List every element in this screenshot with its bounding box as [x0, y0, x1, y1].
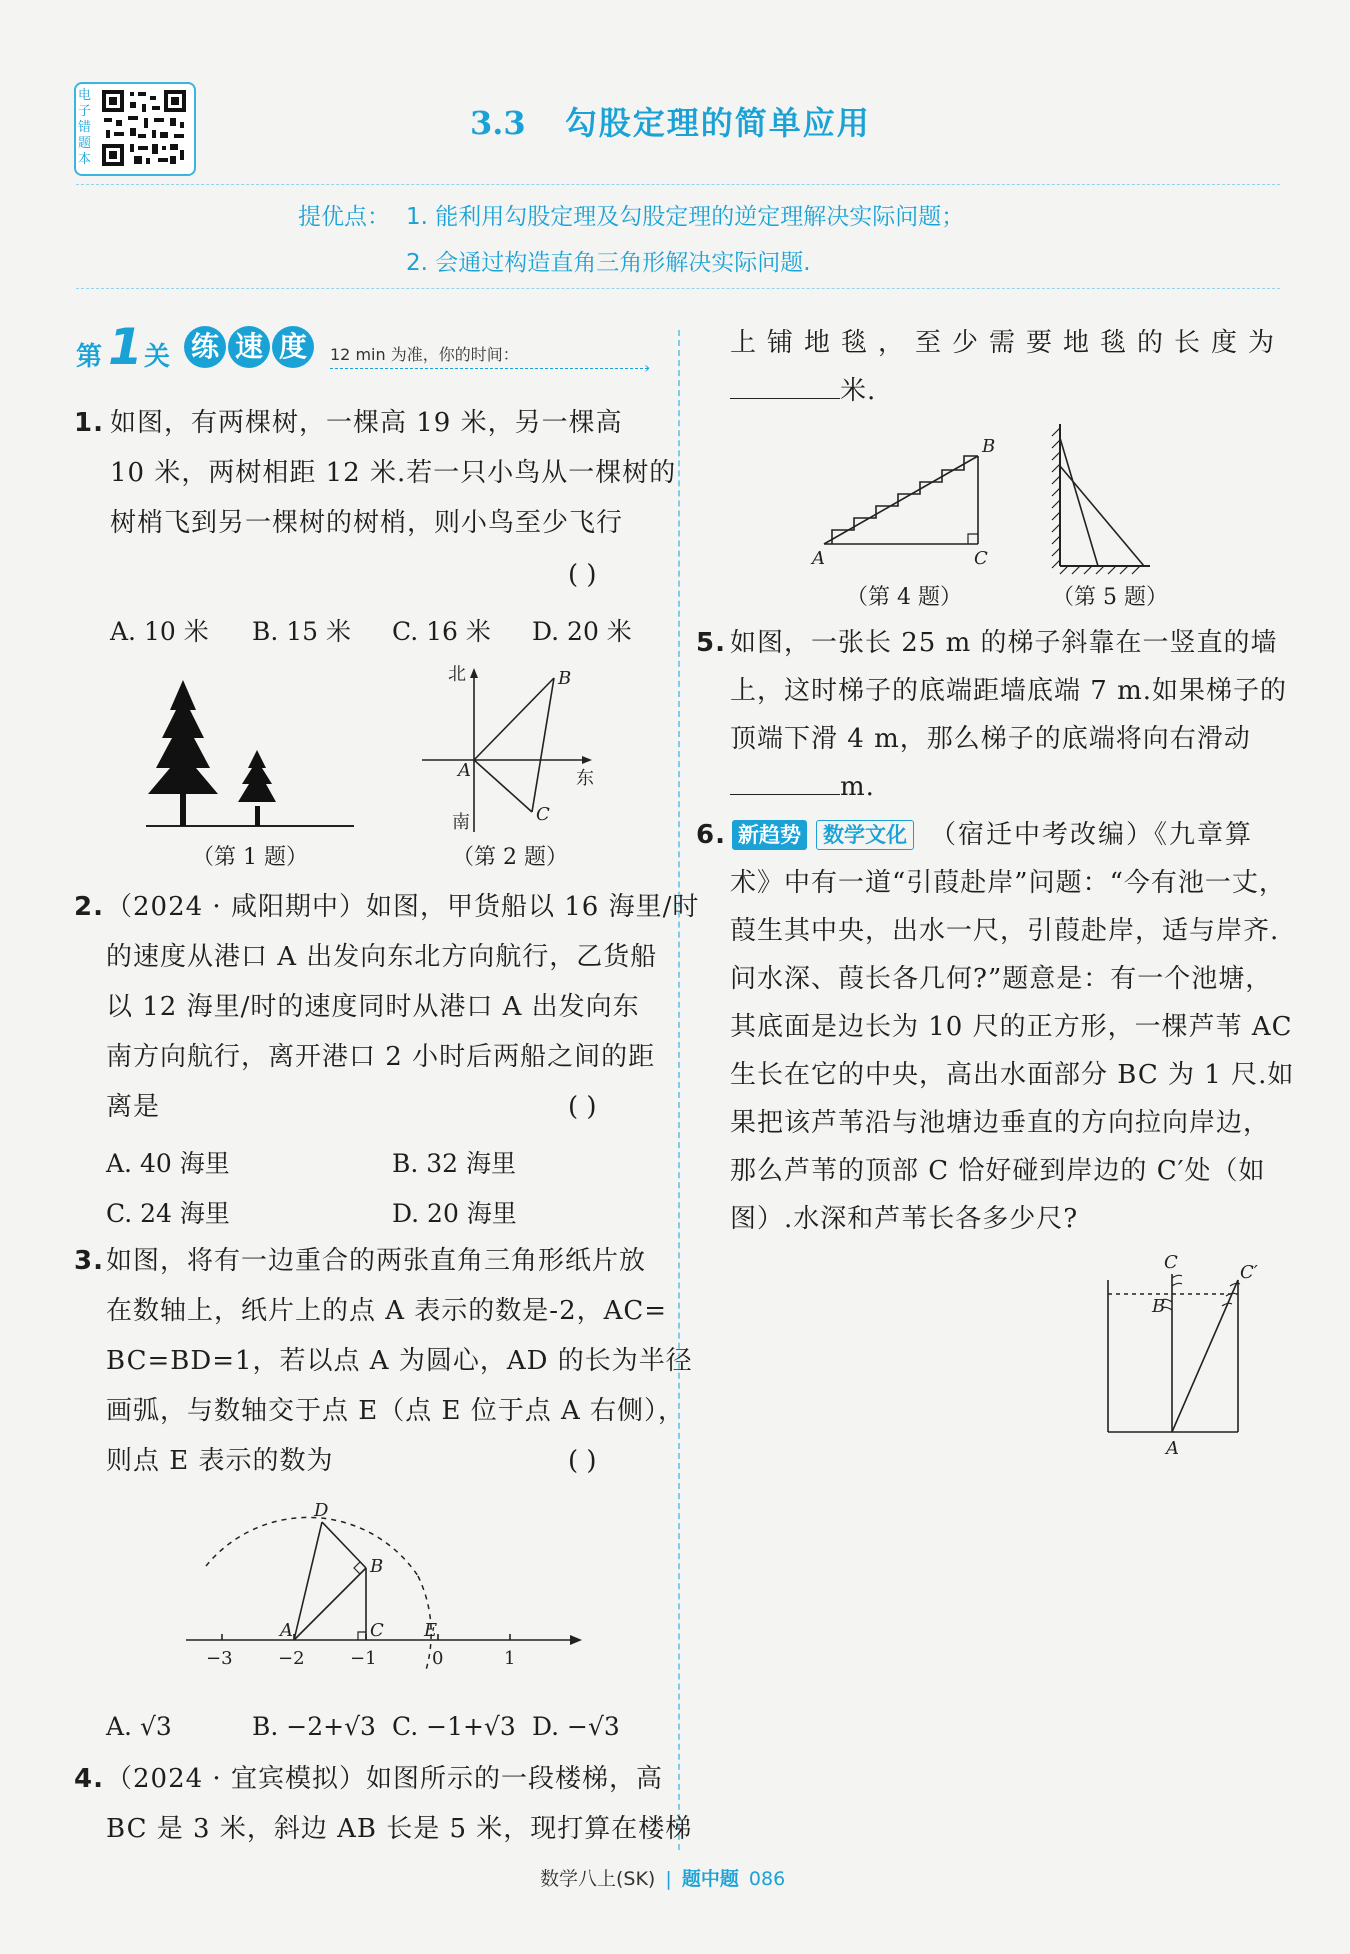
q4-answer-row: [730, 366, 876, 416]
q5-caption: （第 5 题）: [1052, 585, 1168, 610]
q2-line-4: 南方向航行，离开港口 2 小时后两船之间的距: [106, 1042, 656, 1072]
q1-figure-trees: [140, 676, 360, 836]
q1-number: 1.: [74, 408, 104, 438]
segment-AC: [474, 760, 532, 812]
q6-line-9: 图）.水深和芦苇长各多少尺?: [730, 1204, 1079, 1234]
level-banner: [76, 318, 656, 378]
q5-figure-ladder: [1040, 418, 1160, 578]
label-A: A: [812, 548, 825, 569]
q3-line-2: 在数轴上，纸片上的点 A 表示的数是-2，AC=: [106, 1296, 668, 1326]
q6-line-4: 问水深、葭长各几何?”题意是：有一个池塘，: [730, 964, 1273, 994]
header-divider-bottom: [76, 288, 1280, 289]
section-title: 勾股定理的简单应用: [564, 104, 871, 142]
footer-divider: |: [665, 1868, 672, 1890]
q2-option-d[interactable]: D. 20 海里: [392, 1199, 517, 1228]
q4-line-1: （2024 · 宜宾模拟）如图所示的一段楼梯，高: [106, 1764, 663, 1794]
label-D: D: [314, 1500, 329, 1521]
tip-label: 提优点：: [298, 204, 390, 230]
tick-neg3: −3: [206, 1648, 233, 1669]
label-C: C: [536, 804, 550, 825]
badge-char-2: 速: [228, 326, 270, 368]
q3-line-3: BC=BD=1，若以点 A 为圆心，AD 的长为半径: [106, 1346, 693, 1376]
tick-0: 0: [432, 1648, 444, 1669]
q5-line-1: 如图，一张长 25 m 的梯子斜靠在一竖直的墙: [730, 628, 1278, 658]
q6-tag-culture: 数学文化: [816, 820, 914, 850]
header-divider-top: [76, 184, 1280, 185]
segment-AB: [294, 1568, 366, 1640]
qr-side-text: 电子错题本: [78, 88, 92, 167]
footer: [540, 1864, 785, 1891]
q5-unit: m.: [840, 772, 875, 802]
q3-answer-paren[interactable]: ( ): [568, 1446, 597, 1476]
tip-line-2: 2. 会通过构造直角三角形解决实际问题.: [406, 250, 811, 276]
section-number: 3.3: [470, 104, 526, 142]
q4-figure-staircase: [810, 430, 1010, 570]
q5-number: 5.: [696, 628, 726, 658]
q1-line-1: 如图，有两棵树，一棵高 19 米，另一棵高: [110, 408, 623, 438]
q5-answer-row: [730, 762, 875, 812]
q6-first-line-rest: （宿迁中考改编）《九章算: [930, 820, 1254, 850]
q6-line-6: 生长在它的中央，高出水面部分 BC 为 1 尺.如: [730, 1060, 1295, 1090]
q6-figure-pond: [1090, 1250, 1290, 1465]
tick-1: 1: [504, 1648, 516, 1669]
tick-neg2: −2: [278, 1648, 305, 1669]
tall-tree: [148, 680, 218, 826]
q6-line-8: 那么芦苇的顶部 C 恰好碰到岸边的 C′处（如: [730, 1156, 1266, 1186]
label-B: B: [558, 668, 572, 689]
arrow-right-icon: ›: [644, 358, 651, 377]
right-angle-C: [968, 534, 978, 544]
badge-char-3: 度: [272, 326, 314, 368]
q3-line-5: 则点 E 表示的数为: [106, 1446, 334, 1476]
label-B: B: [370, 1556, 384, 1577]
q6-line-7: 果把该芦苇沿与池塘边垂直的方向拉向岸边，: [730, 1108, 1271, 1138]
q2-option-c[interactable]: C. 24 海里: [106, 1199, 230, 1228]
q2-option-b[interactable]: B. 32 海里: [392, 1149, 517, 1178]
label-A: A: [458, 760, 471, 781]
q2-line-1: （2024 · 咸阳期中）如图，甲货船以 16 海里/时: [106, 892, 700, 922]
q5-line-3: 顶端下滑 4 m，那么梯子的底端将向右滑动: [730, 724, 1251, 754]
time-note-arrow-line: [330, 368, 648, 369]
q1-line-2: 10 米，两树相距 12 米.若一只小鸟从一棵树的: [110, 458, 677, 488]
label-A: A: [280, 1620, 293, 1641]
q2-caption: （第 2 题）: [452, 845, 568, 870]
q5-answer-blank[interactable]: [730, 770, 840, 795]
level-badge: [184, 326, 316, 370]
label-C: C: [974, 548, 988, 569]
column-divider: [678, 330, 680, 1850]
q6-number: 6.: [696, 820, 726, 850]
level-number: 1: [108, 318, 143, 376]
q1-option-d[interactable]: D. 20 米: [532, 617, 632, 646]
q1-option-b[interactable]: B. 15 米: [252, 617, 352, 646]
short-tree: [238, 750, 276, 826]
q1-line-3: 树梢飞到另一棵树的树梢，则小鸟至少飞行: [110, 508, 624, 538]
label-A: A: [1166, 1438, 1179, 1459]
q4-answer-blank[interactable]: [730, 374, 840, 399]
q3-option-d[interactable]: D. −√3: [532, 1712, 620, 1741]
q2-option-a[interactable]: A. 40 海里: [106, 1149, 230, 1178]
q2-number: 2.: [74, 892, 104, 922]
q3-option-b[interactable]: B. −2+√3: [252, 1712, 376, 1741]
q3-line-4: 画弧，与数轴交于点 E（点 E 位于点 A 右侧），: [106, 1396, 686, 1426]
label-C-prime: C′: [1240, 1262, 1258, 1283]
level-prefix: 第: [76, 342, 103, 372]
tick-neg1: −1: [350, 1648, 377, 1669]
q6-line-2: 术》中有一道“引葭赴岸”问题：“今有池一丈，: [730, 868, 1286, 898]
qr-code-block[interactable]: [74, 82, 196, 176]
ladder-slid: [1060, 466, 1144, 566]
q1-caption: （第 1 题）: [192, 845, 308, 870]
footer-book: 数学八上(SK): [540, 1868, 656, 1890]
segment-DB: [322, 1522, 366, 1568]
label-C: C: [1164, 1252, 1178, 1273]
q4-caption: （第 4 题）: [846, 585, 962, 610]
q3-line-1: 如图，将有一边重合的两张直角三角形纸片放: [106, 1246, 647, 1276]
level-suffix: 关: [144, 342, 171, 372]
label-E: E: [424, 1620, 438, 1641]
q6-line-3: 葭生其中央，出水一尺，引葭赴岸，适与岸齐.: [730, 916, 1280, 946]
q6-line-5: 其底面是边长为 10 尺的正方形，一棵芦苇 AC: [730, 1012, 1293, 1042]
q3-option-a[interactable]: A. √3: [106, 1712, 172, 1741]
qr-code-icon: [100, 88, 188, 168]
right-angle-B: [354, 1562, 360, 1574]
label-north: 北: [448, 664, 466, 685]
tip-line-1: 1. 能利用勾股定理及勾股定理的逆定理解决实际问题；: [406, 204, 965, 230]
q3-figure-number-line: [180, 1500, 590, 1690]
label-south: 南: [452, 812, 470, 833]
footer-page: 086: [748, 1868, 786, 1890]
badge-char-1: 练: [184, 326, 226, 368]
q1-option-c[interactable]: C. 16 米: [392, 617, 491, 646]
label-C: C: [370, 1620, 384, 1641]
q3-option-c[interactable]: C. −1+√3: [392, 1712, 516, 1741]
label-B: B: [982, 436, 996, 457]
reed-AC-prime: [1172, 1280, 1238, 1432]
q1-option-a[interactable]: A. 10 米: [110, 617, 209, 646]
q2-line-3: 以 12 海里/时的速度同时从港口 A 出发向东: [106, 992, 640, 1022]
q2-line-2: 的速度从港口 A 出发向东北方向航行，乙货船: [106, 942, 658, 972]
stair-steps: [832, 456, 978, 544]
q6-tag-trend: 新趋势: [732, 820, 807, 850]
q2-answer-paren[interactable]: ( ): [568, 1092, 597, 1122]
ladder-original: [1060, 438, 1098, 566]
q2-figure-compass: [416, 660, 612, 840]
q4-unit: 米.: [840, 376, 877, 406]
q5-line-2: 上，这时梯子的底端距墙底端 7 m.如果梯子的: [730, 676, 1287, 706]
right-angle-C: [358, 1632, 366, 1640]
q3-number: 3.: [74, 1246, 104, 1276]
time-note: 12 min 为准，你的时间：: [330, 345, 519, 364]
q4-line-2: BC 是 3 米，斜边 AB 长是 5 米，现打算在楼梯: [106, 1814, 693, 1844]
segment-AD: [294, 1522, 322, 1640]
q1-answer-paren[interactable]: ( ): [568, 560, 597, 590]
label-east: 东: [576, 768, 594, 789]
footer-brand: 题中题: [681, 1868, 739, 1890]
q4-line-3: 上铺地毯，至少需要地毯的长度为: [730, 328, 1286, 358]
section-heading: [470, 98, 871, 148]
label-B: B: [1152, 1296, 1166, 1317]
q2-line-5: 离是: [106, 1092, 161, 1122]
q4-number: 4.: [74, 1764, 104, 1794]
